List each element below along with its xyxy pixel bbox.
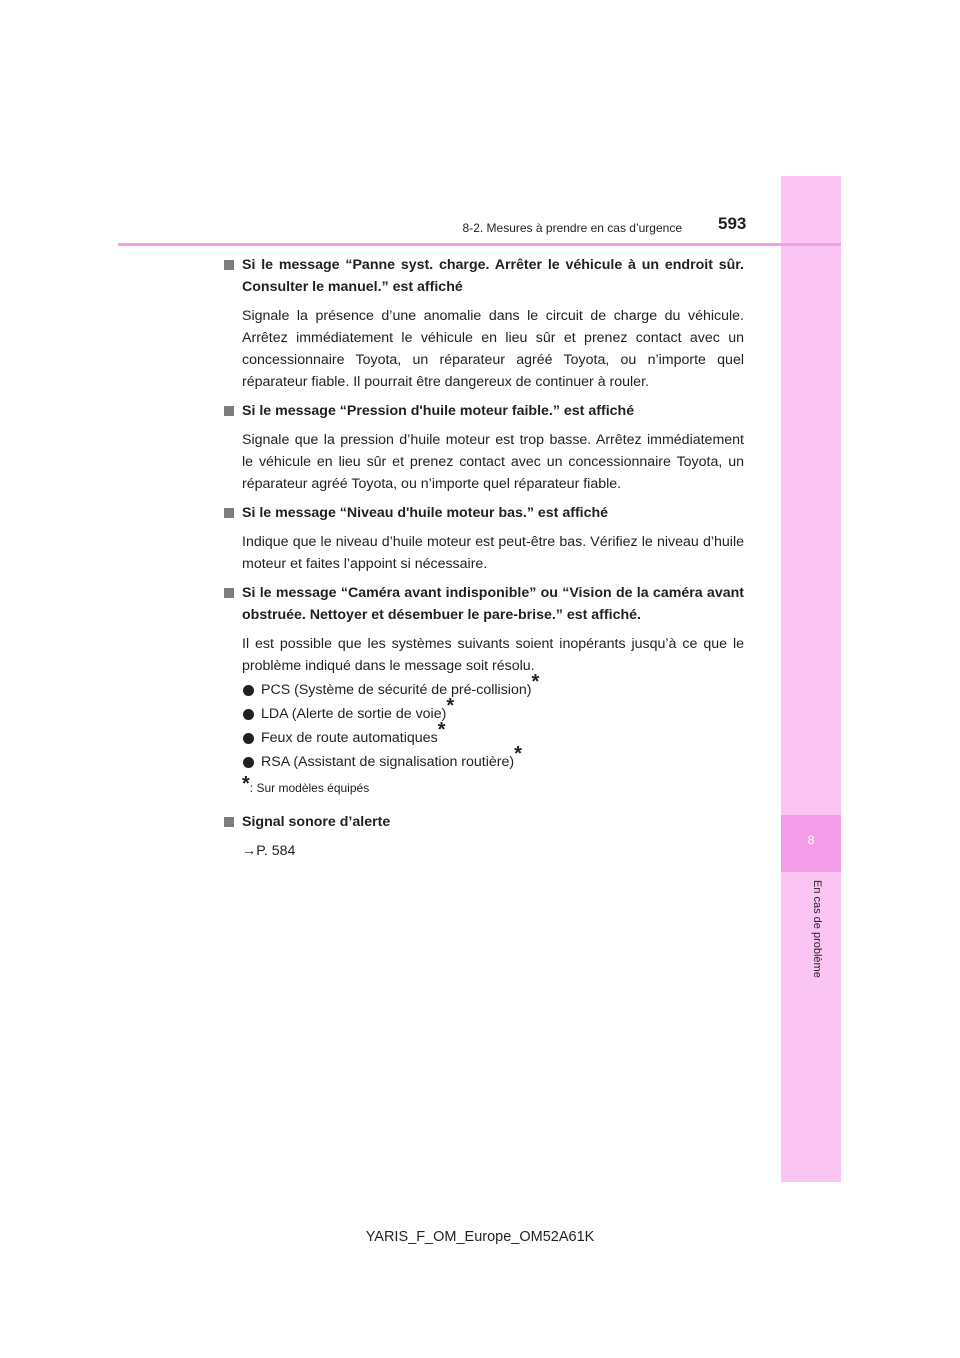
section-body: Signale la présence d’une anomalie dans le circuit de charge du véhicule. Arrêtez immédiatement le véhicule en lieu sûr et prenez contact avec un concessionnaire Toyota, un réparateur agréé Toyota, ou n’importe quel réparateur fiable. Il pourrait être dangereux de continuer à rouler. bbox=[242, 308, 744, 390]
square-bullet-icon bbox=[224, 406, 234, 416]
bullet-dot-icon bbox=[243, 733, 254, 744]
asterisk-mark: * bbox=[437, 719, 446, 741]
asterisk-mark: * bbox=[514, 743, 522, 765]
square-bullet-icon bbox=[224, 817, 234, 827]
square-bullet-icon bbox=[224, 260, 234, 270]
square-bullet-icon bbox=[224, 508, 234, 518]
section-body: Il est possible que les systèmes suivants soient inopérants jusqu’à ce que le problème indiqué dans le message soit résolu. bbox=[242, 636, 744, 674]
bullet-dot-icon bbox=[243, 709, 254, 720]
list-item: Feux de route automatiques* bbox=[242, 727, 744, 749]
chapter-number: 8 bbox=[807, 833, 815, 847]
section-title: 8-2. Mesures à prendre en cas d’urgence bbox=[462, 221, 682, 235]
square-bullet-icon bbox=[224, 588, 234, 598]
asterisk-mark: * bbox=[242, 773, 250, 795]
section-body: Signale que la pression d’huile moteur est trop basse. Arrêtez immédiatement le véhicule en lieu sûr et prenez contact avec un concessionnaire Toyota, un réparateur agréé Toyota, ou n’importe quel réparateur fiable. bbox=[242, 432, 744, 492]
section-heading: Si le message “Pression d'huile moteur faible.” est affiché bbox=[222, 400, 744, 422]
chapter-side-tab bbox=[781, 176, 841, 1182]
bullet-dot-icon bbox=[243, 757, 254, 768]
section-heading: Si le message “Caméra avant indisponible” ou “Vision de la caméra avant obstruée. Nettoyer et désembuer le pare-brise.” est affiché. bbox=[222, 582, 744, 626]
header-rule bbox=[118, 243, 841, 246]
asterisk-mark: * bbox=[531, 671, 540, 693]
page-reference-link[interactable]: →P. 584 bbox=[242, 843, 296, 859]
section-heading: Si le message “Niveau d'huile moteur bas.” est affiché bbox=[222, 502, 744, 524]
page-number: 593 bbox=[718, 214, 747, 233]
section-body: Indique que le niveau d’huile moteur est peut-être bas. Vérifiez le niveau d’huile moteur et faites l’appoint si nécessaire. bbox=[242, 534, 744, 572]
asterisk-mark: * bbox=[446, 695, 455, 717]
bullet-dot-icon bbox=[243, 685, 254, 696]
chapter-title: En cas de problème bbox=[811, 880, 823, 978]
system-list bbox=[222, 671, 744, 773]
list-item: RSA (Assistant de signalisation routière)* bbox=[242, 751, 744, 773]
document-code: YARIS_F_OM_Europe_OM52A61K bbox=[365, 1229, 595, 1245]
section-heading: Signal sonore d’alerte bbox=[222, 811, 744, 833]
section-heading: Si le message “Panne syst. charge. Arrêter le véhicule à un endroit sûr. Consulter le manuel.” est affiché bbox=[222, 254, 744, 298]
footnote: *: Sur modèles équipés bbox=[242, 773, 370, 795]
list-item: LDA (Alerte de sortie de voie)* bbox=[242, 703, 744, 725]
list-item: PCS (Système de sécurité de pré-collision)* bbox=[242, 679, 744, 701]
main-content bbox=[222, 254, 744, 862]
